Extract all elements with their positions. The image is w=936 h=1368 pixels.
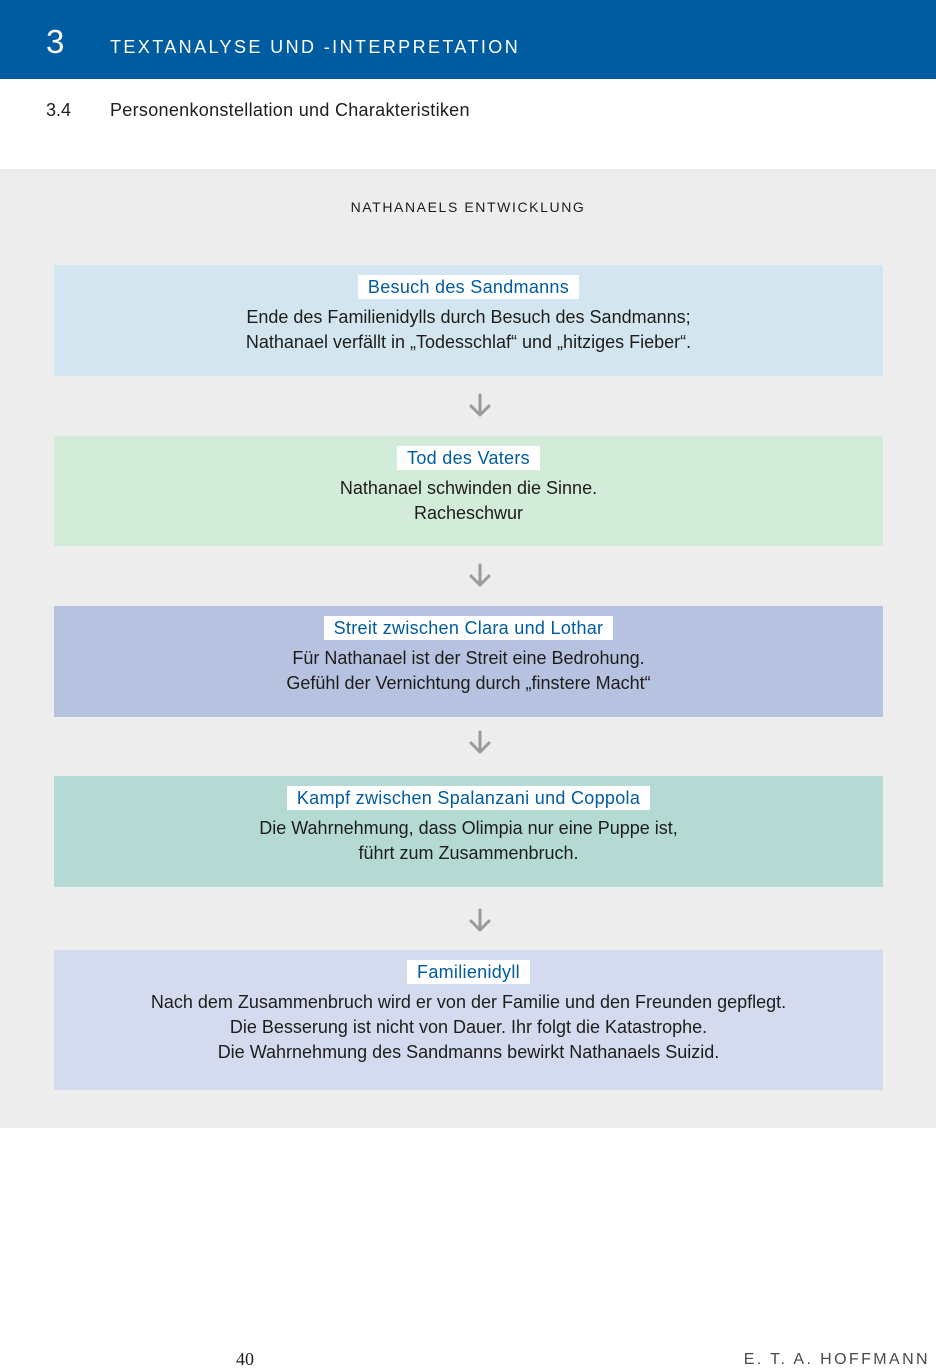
- step-label: Familienidyll: [407, 960, 530, 984]
- step-box-father-death: [54, 436, 883, 546]
- chapter-header: [0, 0, 936, 79]
- step-box-spalanzani-coppola-fight: [54, 776, 883, 887]
- step-text-line: Nach dem Zusammenbruch wird er von der Familie und den Freunden gepflegt.: [150, 992, 787, 1012]
- arrow-down-icon: [468, 563, 492, 589]
- step-label: Tod des Vaters: [397, 446, 540, 470]
- section-title: Personenkonstellation und Charakteristiken: [110, 100, 470, 120]
- step-text-line: Die Wahrnehmung des Sandmanns bewirkt Nathanaels Suizid.: [217, 1042, 720, 1062]
- step-text-line: Ende des Familienidylls durch Besuch des Sandmanns;: [246, 307, 691, 327]
- section-number: 3.4: [46, 100, 72, 120]
- step-text: [54, 305, 883, 355]
- step-text-line: führt zum Zusammenbruch.: [358, 843, 579, 863]
- chapter-title: TEXTANALYSE UND -INTERPRETATION: [110, 37, 521, 57]
- step-text: [54, 990, 883, 1065]
- chapter-number: 3: [46, 23, 65, 60]
- development-diagram: [0, 169, 936, 1128]
- page-number: 40: [236, 1349, 254, 1368]
- step-text-line: Die Wahrnehmung, dass Olimpia nur eine Puppe ist,: [259, 818, 678, 838]
- step-box-clara-lothar-dispute: [54, 606, 883, 717]
- footer-author: E. T. A. HOFFMANN: [743, 1351, 930, 1368]
- arrow-down-icon: [468, 908, 492, 934]
- step-text-line: Nathanael schwinden die Sinne.: [339, 478, 598, 498]
- step-label: Streit zwischen Clara und Lothar: [324, 616, 614, 640]
- step-text: [54, 816, 883, 866]
- step-text-line: Racheschwur: [413, 503, 524, 523]
- step-text-line: Für Nathanael ist der Streit eine Bedrohung.: [292, 648, 645, 668]
- arrow-down-icon: [468, 393, 492, 419]
- arrow-down-icon: [468, 730, 492, 756]
- diagram-title: NATHANAELS ENTWICKLUNG: [350, 199, 586, 215]
- step-label: Kampf zwischen Spalanzani und Coppola: [287, 786, 650, 810]
- step-text-line: Nathanael verfällt in „Todesschlaf“ und „hitziges Fieber“.: [245, 332, 692, 352]
- step-text-line: Gefühl der Vernichtung durch „finstere Macht“: [286, 673, 651, 693]
- step-text: [54, 476, 883, 526]
- step-label: Besuch des Sandmanns: [358, 275, 579, 299]
- step-text-line: Die Besserung ist nicht von Dauer. Ihr folgt die Katastrophe.: [229, 1017, 708, 1037]
- step-box-sandmann-visit: [54, 265, 883, 376]
- step-box-family-idyll: [54, 950, 883, 1090]
- step-text: [54, 646, 883, 696]
